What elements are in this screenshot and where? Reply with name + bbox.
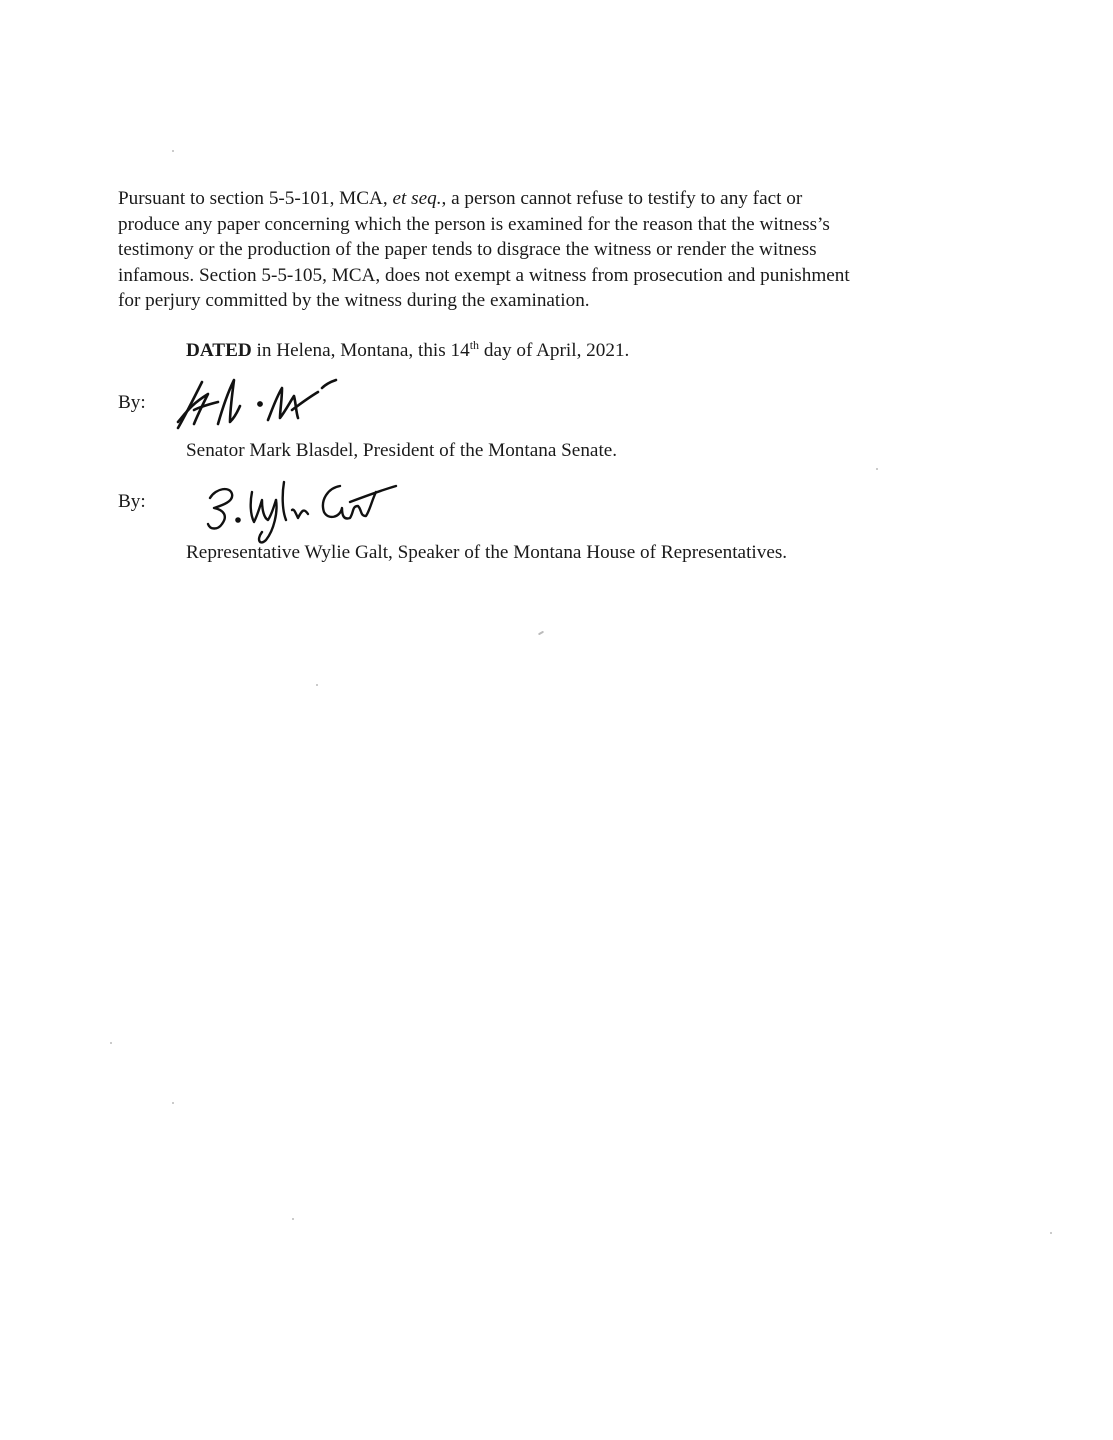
signature-mark-blasdel [172,370,342,434]
paragraph-line: testimony or the production of the paper tends to disgrace the witness or render the witness [118,239,817,260]
by-label-house: By: [118,491,146,512]
scan-speck [538,631,544,636]
scan-speck [876,468,878,470]
dated-line: DATED in Helena, Montana, this 14th day of April, 2021. [186,338,630,361]
testimony-paragraph [118,186,978,314]
signer-senate-president: Senator Mark Blasdel, President of the Montana Senate. [186,440,618,461]
scan-speck [172,150,174,152]
paragraph-line: infamous. Section 5-5-105, MCA, does not exempt a witness from prosecution and punishment [118,264,850,286]
by-label-senate: By: [118,392,146,413]
scan-speck [110,1042,112,1044]
paragraph-line: Pursuant to section 5-5-101, MCA, et seq., a person cannot refuse to testify to any fact or [118,188,803,209]
scan-speck [1050,1232,1052,1234]
paragraph-line: produce any paper concerning which the person is examined for the reason that the witness’s [118,213,830,235]
scan-speck [172,1102,174,1104]
paragraph-line: for perjury committed by the witness during the examination. [118,290,590,311]
scan-speck [292,1218,294,1220]
scan-speck [316,684,318,686]
signature-wylie-galt [200,470,400,550]
signer-house-speaker: Representative Wylie Galt, Speaker of the Montana House of Representatives. [186,542,788,563]
